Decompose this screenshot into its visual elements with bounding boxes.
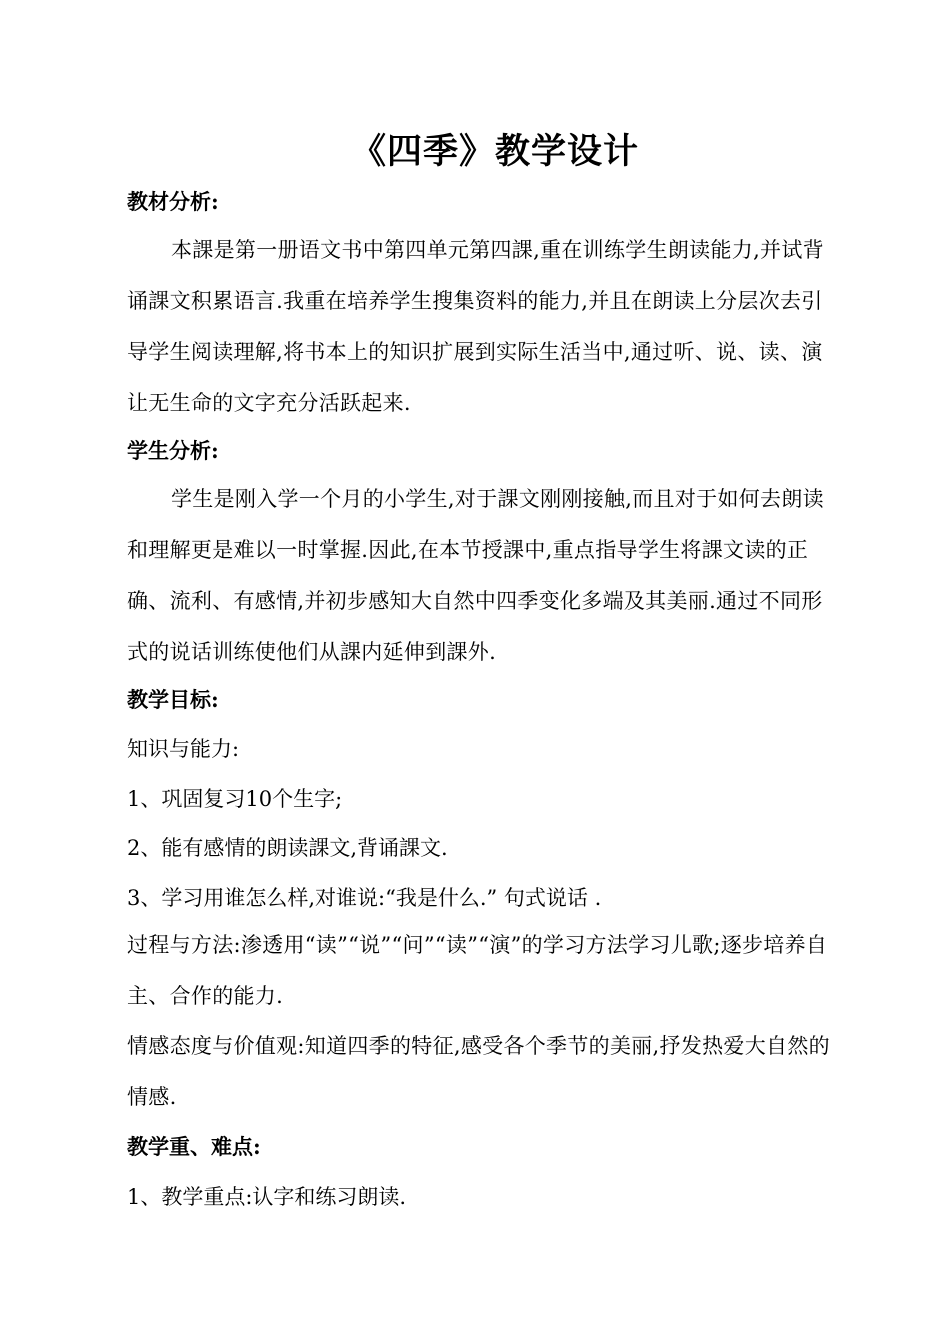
knowledge-ability-label: 知识与能力: (127, 737, 240, 761)
student-analysis-paragraph: 学生是刚入学一个月的小学生,对于課文刚刚接触,而且对于如何去朗读和理解更是难以一时掌握.因此,在本节授課中,重点指导学生将課文读的正确、流利、有感情,并初步感知大自然中四季变化多端及其美丽.通过不同形式的说话训练使他们从課内延伸到課外. (127, 487, 824, 664)
process-method-paragraph: 过程与方法:渗透用“读”“说”“问”“读”“演”的学习方法学习儿歌;逐步培养自主、合作的能力. (127, 933, 828, 1008)
emotion-values-paragraph: 情感态度与价值观:知道四季的特征,感受各个季节的美丽,抒发热爱大自然的情感. (127, 1034, 830, 1109)
student-analysis-heading: 学生分析: (127, 438, 219, 463)
goal-item-3: 3、学习用谁怎么样,对谁说:“我是什么.” 句式说话 . (127, 886, 602, 910)
teaching-goals-heading: 教学目标: (127, 687, 219, 712)
goal-item-2: 2、能有感情的朗读課文,背诵課文. (127, 836, 448, 860)
material-analysis-heading: 教材分析: (127, 189, 219, 214)
document-title: 《四季》教学设计 (350, 131, 639, 172)
material-analysis-paragraph: 本課是第一册语文书中第四单元第四課,重在训练学生朗读能力,并试背诵課文积累语言.我重在培养学生搜集资料的能力,并且在朗读上分层次去引导学生阅读理解,将书本上的知识扩展到实际生活当中,通过听、说、读、演让无生命的文字充分活跃起来. (127, 238, 824, 415)
key-point-item-1: 1、教学重点:认字和练习朗读. (127, 1185, 407, 1209)
key-difficult-points-heading: 教学重、难点: (127, 1134, 261, 1159)
goal-item-1: 1、巩固复习10个生字; (127, 787, 343, 811)
